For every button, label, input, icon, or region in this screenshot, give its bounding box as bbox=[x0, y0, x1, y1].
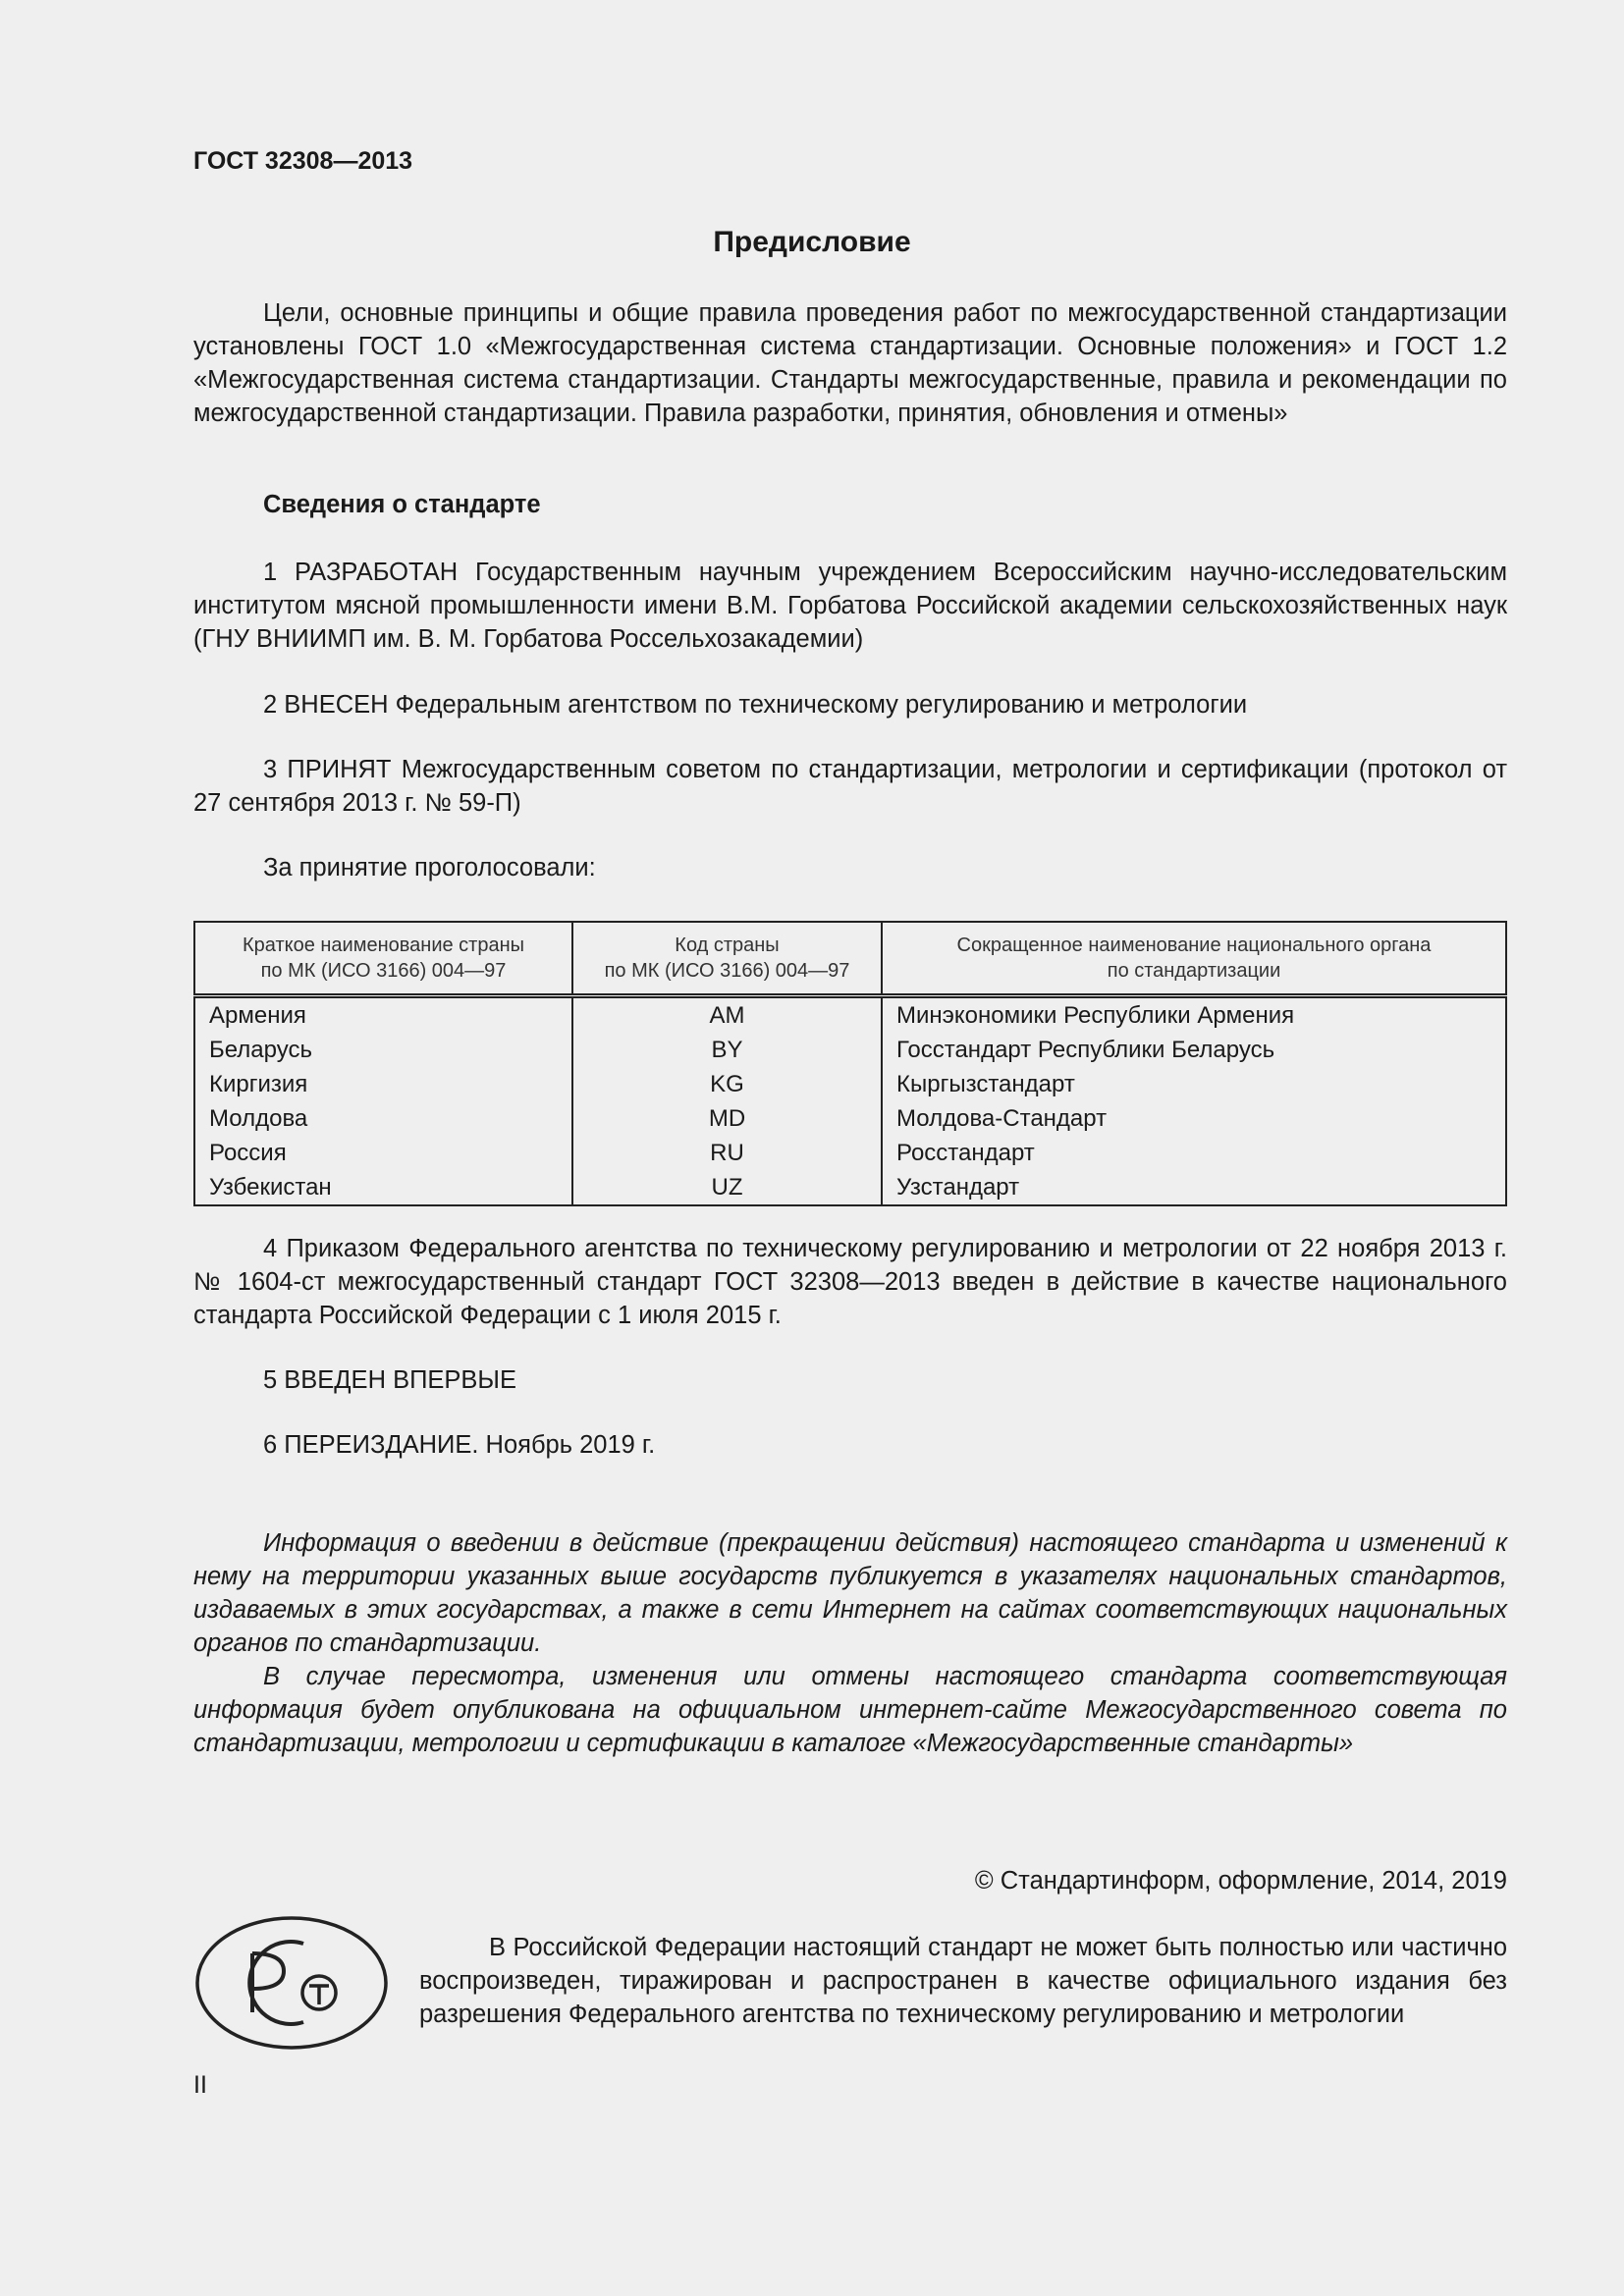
cell-code: UZ bbox=[572, 1170, 882, 1205]
copyright-line: © Стандартинформ, оформление, 2014, 2019 bbox=[974, 1867, 1507, 1895]
info-paragraph-1: Информация о введении в действие (прекращении действия) настоящего стандарта и изменений к нему на территории указанных выше государств публикуется в указателях национальных стандартов, издаваемых в этих государствах, а также в сети Интернет на сайтах соответствующих национальных органов по стандартизации. bbox=[193, 1529, 1507, 1657]
intro-section bbox=[193, 296, 1507, 430]
table-row bbox=[194, 1170, 1506, 1205]
cell-body: Узстандарт bbox=[882, 1170, 1506, 1205]
gost-r-certification-logo-icon bbox=[193, 1914, 390, 2052]
item-2-text: 2 ВНЕСЕН Федеральным агентством по техническому регулированию и метрологии bbox=[263, 691, 1248, 719]
item-6-text: 6 ПЕРЕИЗДАНИЕ. Ноябрь 2019 г. bbox=[263, 1431, 656, 1459]
document-header: ГОСТ 32308—2013 bbox=[193, 147, 413, 175]
cell-body: Минэкономики Республики Армения bbox=[882, 996, 1506, 1034]
page-number: II bbox=[193, 2071, 207, 2099]
cell-body: Кыргызстандарт bbox=[882, 1067, 1506, 1101]
item-3 bbox=[193, 753, 1507, 820]
table-header-country bbox=[194, 922, 572, 996]
cell-country: Узбекистан bbox=[194, 1170, 572, 1205]
table-row bbox=[194, 1067, 1506, 1101]
table-header-body bbox=[882, 922, 1506, 996]
cell-country: Киргизия bbox=[194, 1067, 572, 1101]
header-line: Краткое наименование страны bbox=[242, 934, 525, 956]
header-line: Код страны bbox=[675, 934, 780, 956]
votes-intro bbox=[193, 851, 1507, 884]
header-line: по МК (ИСО 3166) 004—97 bbox=[604, 960, 850, 982]
info-paragraph-2: В случае пересмотра, изменения или отмены настоящего стандарта соответствующая информация будет опубликована на официальном интернет-сайте Межгосударственного совета по стандартизации, метрологии и сертификации в каталоге «Межгосударственные стандарты» bbox=[193, 1663, 1507, 1757]
item-3-text: 3 ПРИНЯТ Межгосударственным советом по стандартизации, метрологии и сертификации (протокол от 27 сентября 2013 г. № 59-П) bbox=[193, 756, 1507, 817]
cell-country: Россия bbox=[194, 1136, 572, 1170]
item-4-text: 4 Приказом Федерального агентства по техническому регулированию и метрологии от 22 ноября 2013 г. № 1604-ст межгосударственный стандарт ГОСТ 32308—2013 введен в действие в качестве национального стандарта Российской Федерации с 1 июля 2015 г. bbox=[193, 1235, 1507, 1329]
item-4 bbox=[193, 1232, 1507, 1332]
table-row bbox=[194, 996, 1506, 1034]
cell-code: KG bbox=[572, 1067, 882, 1101]
table-row bbox=[194, 1033, 1506, 1067]
header-line: Сокращенное наименование национального органа bbox=[956, 934, 1432, 956]
info-section bbox=[193, 1526, 1507, 1760]
table-row bbox=[194, 1101, 1506, 1136]
table-row bbox=[194, 1136, 1506, 1170]
cell-country: Молдова bbox=[194, 1101, 572, 1136]
table-header-row bbox=[194, 922, 1506, 996]
header-line: по МК (ИСО 3166) 004—97 bbox=[260, 960, 507, 982]
cell-country: Беларусь bbox=[194, 1033, 572, 1067]
section-title: Предисловие bbox=[713, 226, 911, 258]
cell-code: RU bbox=[572, 1136, 882, 1170]
cell-country: Армения bbox=[194, 996, 572, 1034]
header-line: по стандартизации bbox=[1107, 960, 1281, 982]
cell-code: MD bbox=[572, 1101, 882, 1136]
item-1 bbox=[193, 556, 1507, 656]
voting-table bbox=[193, 921, 1507, 1206]
legal-notice: В Российской Федерации настоящий стандарт не может быть полностью или частично воспроизведен, тиражирован и распространен в качестве официального издания без разрешения Федерального агентства по техническому регулированию и метрологии bbox=[419, 1934, 1507, 2028]
cell-body: Росстандарт bbox=[882, 1136, 1506, 1170]
item-6 bbox=[193, 1428, 1507, 1462]
cell-code: BY bbox=[572, 1033, 882, 1067]
subheading: Сведения о стандарте bbox=[263, 491, 541, 518]
item-5-text: 5 ВВЕДЕН ВПЕРВЫЕ bbox=[263, 1366, 517, 1394]
cell-body: Молдова-Стандарт bbox=[882, 1101, 1506, 1136]
item-2 bbox=[193, 688, 1507, 721]
cell-code: AM bbox=[572, 996, 882, 1034]
item-1-text: 1 РАЗРАБОТАН Государственным научным учреждением Всероссийским научно-исследовательским институтом мясной промышленности имени В.М. Горбатова Российской академии сельскохозяйственных наук (ГНУ ВНИИМП им. В. М. Горбатова Россельхозакадемии) bbox=[193, 559, 1507, 653]
cell-body: Госстандарт Республики Беларусь bbox=[882, 1033, 1506, 1067]
intro-paragraph: Цели, основные принципы и общие правила проведения работ по межгосударственной стандартизации установлены ГОСТ 1.0 «Межгосударственная система стандартизации. Основные положения» и ГОСТ 1.2 «Межгосударственная система стандартизации. Стандарты межгосударственные, правила и рекомендации по межгосударственной стандартизации. Правила разработки, принятия, обновления и отмены» bbox=[193, 299, 1507, 427]
item-5 bbox=[193, 1363, 1507, 1397]
table-header-code bbox=[572, 922, 882, 996]
votes-intro-text: За принятие проголосовали: bbox=[263, 854, 596, 881]
